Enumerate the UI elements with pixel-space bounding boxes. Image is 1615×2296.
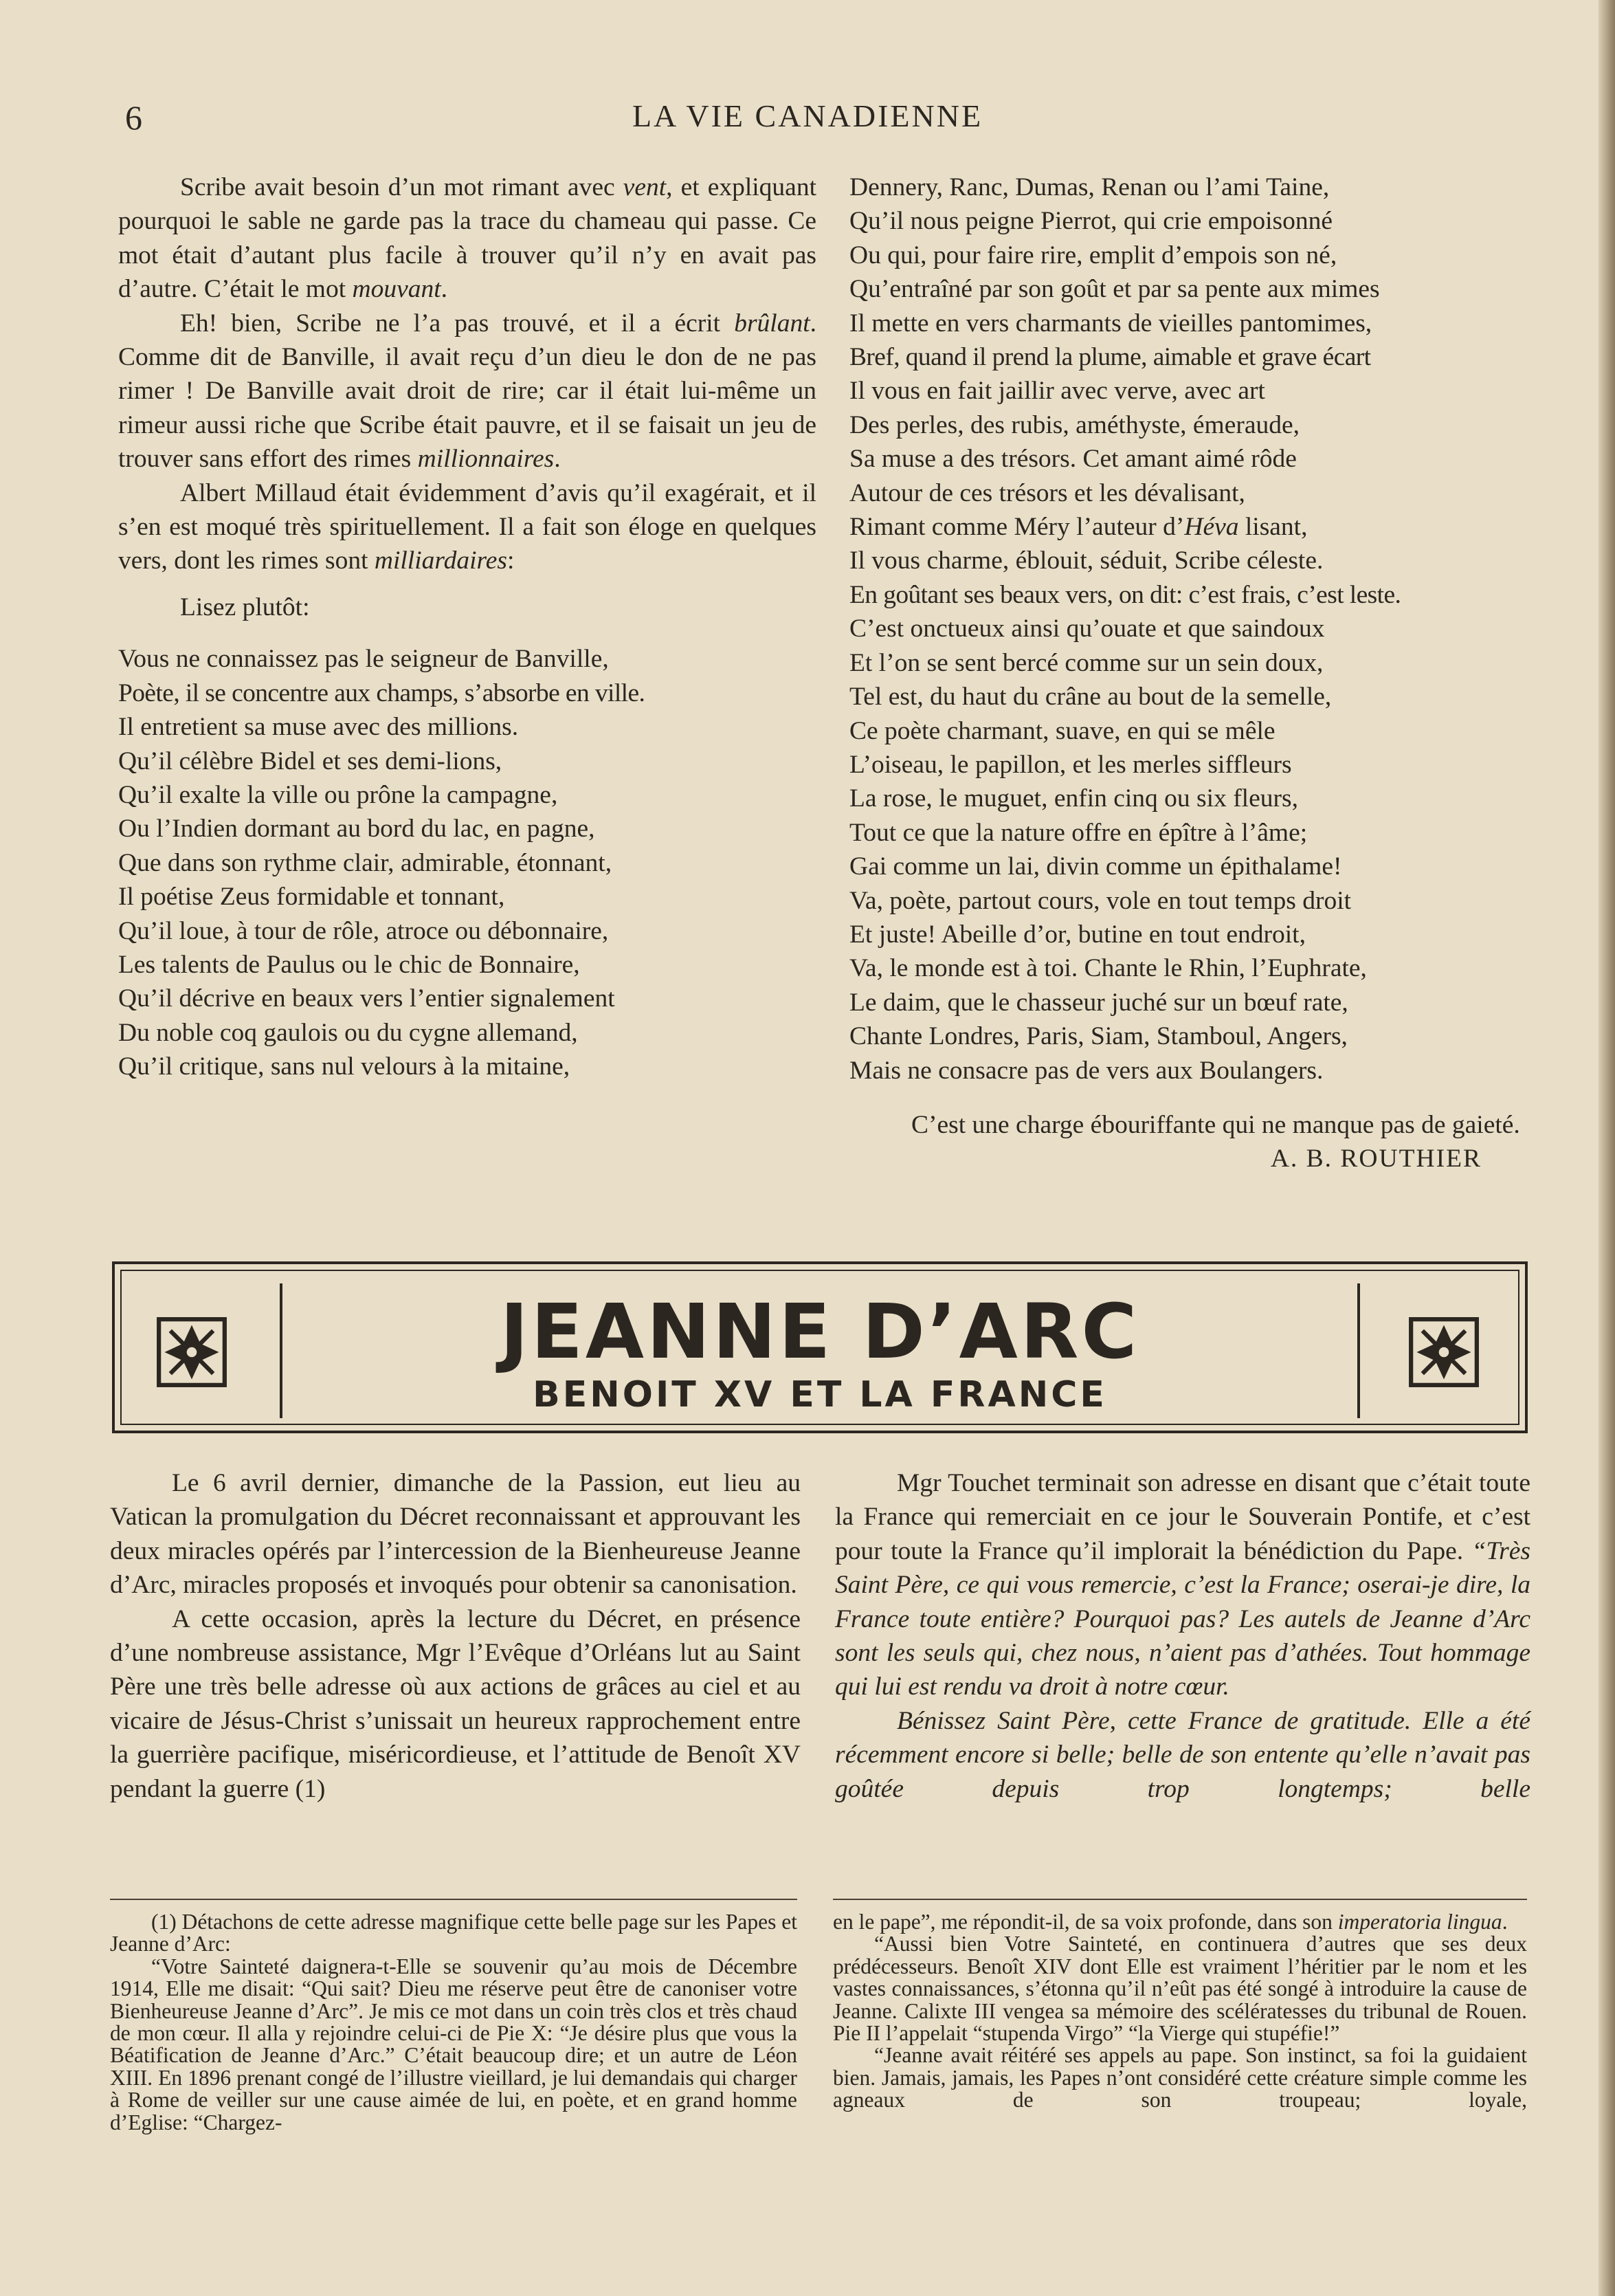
banner-title: JEANNE D’ARC xyxy=(500,1288,1140,1376)
verse-line: C’est onctueux ainsi qu’ouate et que saindoux xyxy=(849,615,1325,643)
verse-line: Vous ne connaissez pas le seigneur de Banville, xyxy=(118,645,609,674)
ornament-box-right xyxy=(1357,1283,1511,1418)
verse-line: Rimant comme Méry l’auteur d’Héva lisant, xyxy=(849,513,1308,542)
footnote-paragraph: en le pape”, me répondit-il, de sa voix profonde, dans son imperatoria lingua. xyxy=(833,1910,1508,1934)
verse-line: Poète, il se concentre aux champs, s’absorbe en ville. xyxy=(118,678,645,707)
verse-line: Dennery, Ranc, Dumas, Renan ou l’ami Taine, xyxy=(849,173,1330,201)
verse-line: Qu’entraîné par son goût et par sa pente aux mimes xyxy=(849,275,1380,304)
article2-right-column xyxy=(835,1466,1530,1806)
closing-paragraph: C’est une charge ébouriffante qui ne manque pas de gaieté. xyxy=(911,1110,1520,1139)
verse-line: En goûtant ses beaux vers, on dit: c’est frais, c’est leste. xyxy=(849,580,1401,609)
paragraph: Eh! bien, Scribe ne l’a pas trouvé, et il a écrit brûlant. Comme dit de Banville, il avait reçu d’un dieu le don de ne pas rimer ! De Banville avait droit de rire; car il était lui-même un rimeur aussi riche que Scribe était pauvre, et il se faisait un jeu de trouver sans effort des rimes millionnaires. xyxy=(118,309,816,474)
footnote-paragraph: (1) Détachons de cette adresse magnifique cette belle page sur les Papes et Jeanne d’Arc: xyxy=(110,1910,797,1956)
verse-line: Qu’il critique, sans nul velours à la mitaine, xyxy=(118,1052,570,1081)
signature: A. B. ROUTHIER xyxy=(1270,1145,1482,1173)
title-banner xyxy=(112,1261,1528,1433)
verse-line: Il vous en fait jaillir avec verve, avec art xyxy=(849,377,1265,406)
verse-line: Qu’il décrive en beaux vers l’entier signalement xyxy=(118,984,615,1013)
page-header xyxy=(0,98,1615,146)
verse-line: La rose, le muguet, enfin cinq ou six fleurs, xyxy=(849,784,1298,813)
verse-line: Tel est, du haut du crâne au bout de la semelle, xyxy=(849,683,1332,711)
verse-line: Ce poète charmant, suave, en qui se mêle xyxy=(849,716,1276,745)
verse-line: Tout ce que la nature offre en épître à l’âme; xyxy=(849,818,1308,847)
verse-line: Et l’on se sent bercé comme sur un sein doux, xyxy=(849,648,1324,677)
verse-line: Il entretient sa muse avec des millions. xyxy=(118,713,519,742)
poem-left-block xyxy=(118,642,816,1083)
running-title: LA VIE CANADIENNE xyxy=(632,98,983,133)
article1-right-column xyxy=(849,170,1544,1176)
paragraph: Albert Millaud était évidemment d’avis qu’il exagérait, et il s’en est moqué très spirituellement. Il a fait son éloge en quelques vers, dont les rimes sont milliardaires: xyxy=(118,478,816,575)
verse-line: Mais ne consacre pas de vers aux Boulangers. xyxy=(849,1056,1324,1085)
verse-line: Il vous charme, éblouit, séduit, Scribe céleste. xyxy=(849,547,1324,575)
verse-line: Qu’il célèbre Bidel et ses demi-lions, xyxy=(118,747,502,775)
paragraph: A cette occasion, après la lecture du Décret, en présence d’une nombreuse assistance, Mgr l’Evêque d’Orléans lut au Saint Père une très belle adresse où aux actions de grâces au ciel et au vicaire de Jésus-Christ s’unissait un heureux rapprochement entre la guerrière pacifique, miséricordieuse, et l’attitude de Benoît XV pendant la guerre (1) xyxy=(110,1604,801,1803)
verse-line: Du noble coq gaulois ou du cygne allemand, xyxy=(118,1018,578,1047)
page-edge-shadow xyxy=(1599,0,1615,2296)
paragraph: Le 6 avril dernier, dimanche de la Passion, eut lieu au Vatican la promulgation du Décret reconnaissant et approuvant les deux miracles opérés par l’intercession de la Bienheureuse Jeanne d’Arc, miracles proposés et invoqués pour obtenir sa canonisation. xyxy=(110,1469,801,1600)
footnotes-right xyxy=(833,1911,1527,2112)
verse-line: Et juste! Abeille d’or, butine en tout endroit, xyxy=(849,920,1306,949)
verse-line: Les talents de Paulus ou le chic de Bonnaire, xyxy=(118,950,580,979)
paragraph: Bénissez Saint Père, cette France de gratitude. Elle a été récemment encore si belle; belle de son entente qu’elle n’avait pas goûtée depuis trop longtemps; belle xyxy=(835,1706,1530,1803)
verse-line: Le daim, que le chasseur juché sur un bœuf rate, xyxy=(849,988,1348,1017)
footnote-rule-left xyxy=(110,1899,797,1900)
footnotes-left xyxy=(110,1911,797,2134)
verse-line: Qu’il nous peigne Pierrot, qui crie empoisonné xyxy=(849,207,1333,236)
banner-inner-frame xyxy=(120,1270,1519,1425)
article1-left-column xyxy=(118,170,816,1084)
verse-line: Il mette en vers charmants de vieilles pantomimes, xyxy=(849,309,1372,338)
footnote-paragraph: “Votre Sainteté daignera-t-Elle se souvenir qu’au mois de Décembre 1914, Elle me disait: “Qui sait? Dieu me réserve peut être de canoniser votre Bienheureuse Jeanne d’Arc”. Je mis ce mot dans un coin très clos et très chaud de mon cœur. Il alla y rejoindre celui-ci de Pie X: “Je désire plus que vous la Béatification de Jeanne d’Arc.” C’était beaucoup dire; et un autre de Léon XIII. En 1896 prenant congé de l’illustre vieillard, je lui demandais qui charger à Rome de veiller sur une cause aimée de lui, en poète, et en grand homme d’Eglise: “Chargez- xyxy=(110,1954,797,2134)
paragraph: Scribe avait besoin d’un mot rimant avec vent, et expliquant pourquoi le sable ne garde pas la trace du chameau qui passe. Ce mot était d’autant plus facile à trouver qu’il n’y en avait pas d’autre. C’était le mot mouvant. xyxy=(118,173,816,304)
paragraph: Mgr Touchet terminait son adresse en disant que c’était toute la France qui remerciait en ce jour le Souverain Pontife, et c’est pour toute la France qu’il implorait la bénédiction du Pape. “Très Saint Père, ce qui vous remercie, c’est la France; oserai-je dire, la France toute entière? Pourquoi pas? Les autels de Jeanne d’Arc sont les seuls qui, chez nous, n’aient pas d’athées. Tout hommage qui lui est rendu va droit à notre cœur. xyxy=(835,1469,1530,1701)
verse-line: Ou l’Indien dormant au bord du lac, en pagne, xyxy=(118,815,595,843)
verse-line: Des perles, des rubis, améthyste, émeraude, xyxy=(849,410,1300,439)
footnote-paragraph: “Aussi bien Votre Sainteté, en continuera d’autres que ses deux prédécesseurs. Benoît XIV dont Elle est vraiment l’héritier par le nom et les vastes connaissances, s’étonna qu’il n’eût pas été songé à introduire la cause de Jeanne. Calixte III vengea sa mémoire des scélératesses du tribunal de Rouen. Pie II l’appelait “stupenda Virgo” “la Vierge qui stupéfie!” xyxy=(833,1932,1527,2046)
verse-line: Que dans son rythme clair, admirable, étonnant, xyxy=(118,848,612,877)
verse-line: Ou qui, pour faire rire, emplit d’empois son né, xyxy=(849,241,1337,269)
verse-line: L’oiseau, le papillon, et les merles siffleurs xyxy=(849,750,1292,779)
verse-line: Chante Londres, Paris, Siam, Stamboul, Angers, xyxy=(849,1022,1348,1051)
footnote-paragraph: “Jeanne avait réitéré ses appels au pape. Son instinct, sa foi la guidaient bien. Jamais, jamais, les Papes n’ont considéré cette créature simple comme les agneaux de son troupeau; loyale, xyxy=(833,2043,1527,2112)
verse-line: Bref, quand il prend la plume, aimable et grave écart xyxy=(849,343,1371,372)
page-number: 6 xyxy=(125,98,142,137)
banner-subtitle: BENOIT XV ET LA FRANCE xyxy=(533,1374,1107,1415)
verse-line: Qu’il loue, à tour de rôle, atroce ou débonnaire, xyxy=(118,916,609,945)
verse-line: Sa muse a des trésors. Cet amant aimé rôde xyxy=(849,445,1297,474)
footnote-rule-right xyxy=(833,1899,1527,1900)
verse-line: Va, poète, partout cours, vole en tout temps droit xyxy=(849,886,1352,915)
lisez-plutot: Lisez plutôt: xyxy=(180,593,310,621)
quatrefoil-ornament-icon xyxy=(1408,1316,1480,1388)
verse-line: Autour de ces trésors et les dévalisant, xyxy=(849,478,1245,507)
article2-left-column xyxy=(110,1466,801,1806)
poem-right-block xyxy=(849,170,1544,1088)
verse-line: Va, le monde est à toi. Chante le Rhin, l’Euphrate, xyxy=(849,954,1367,983)
verse-line: Gai comme un lai, divin comme un épithalame! xyxy=(849,852,1342,881)
verse-line: Qu’il exalte la ville ou prône la campagne, xyxy=(118,780,558,809)
verse-line: Il poétise Zeus formidable et tonnant, xyxy=(118,883,505,912)
